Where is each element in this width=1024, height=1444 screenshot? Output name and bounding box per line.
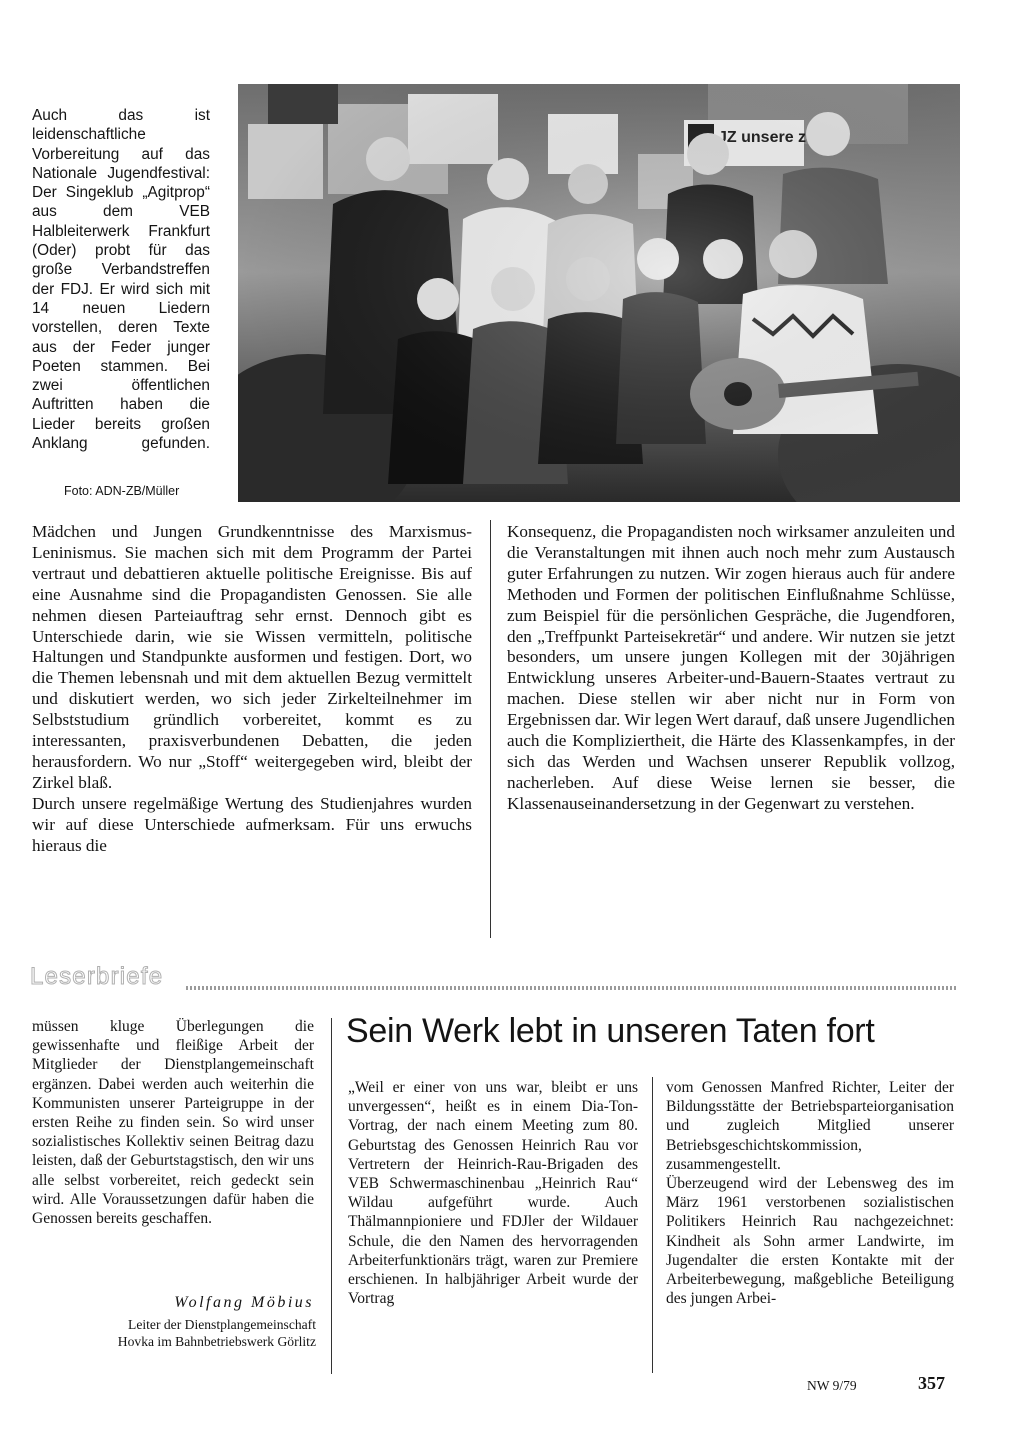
author-role-line: Leiter der Dienstplangemeinschaft	[128, 1317, 316, 1332]
letter-column	[32, 1017, 314, 1228]
feature-paragraph: Überzeugend wird der Lebensweg des im März 1961 verstorbenen sozialistischen Politikers Heinrich Rau nachgezeichnet: Kindheit als Sohn armer Landwirte, im Jugendalter die ersten Kontakte mit der Arbeiterbewegung, maßgebliche Beteiligung des jungen Arbei-	[666, 1175, 954, 1308]
issue-label: NW 9/79	[807, 1378, 857, 1393]
feature-column-2	[666, 1078, 954, 1308]
section-heading: Leserbriefe	[30, 963, 164, 990]
article-paragraph: Mädchen und Jungen Grundkenntnisse des Marxismus-Leninismus. Sie machen sich mit dem Programm der Partei vertraut und debattieren aktuelle politische Ereignisse. Bis auf eine Ausnahme sind die Propagandisten Genossen. Sie alle nehmen diesen Parteiauftrag sehr ernst. Dennoch gibt es Unterschiede darin, wie sie Wissen vermitteln, politische Haltungen und Standpunkte ausformen und festigen. Dort, wo die Themen lebensnah und mit dem aktuellen Bezug vermittelt und diskutiert werden, wo sich jeder Zirkelteilnehmer im Selbststudium gründlich vorbereitet, kommt es zu interessanten, praxisverbundenen Debatten, die jeden herausfordern. Wo nur „Stoff“ weitergegeben wird, bleibt der Zirkel blaß.	[32, 522, 472, 792]
page-number: 357	[918, 1373, 945, 1393]
article-column-left	[32, 522, 472, 857]
feature-headline: Sein Werk lebt in unseren Taten fort	[346, 1012, 875, 1050]
singing-club-photo	[238, 84, 960, 502]
photo-credit: Foto: ADN-ZB/Müller	[64, 484, 180, 498]
letter-text: müssen kluge Überlegungen die gewissenhafte und fleißige Arbeit der Mitglieder der Dienstplangemeinschaft ergänzen. Dabei werden auch weiterhin die Kommunisten unserer Parteigruppe in der ersten Reihe zu finden sein. So wird unser sozialistisches Kollektiv seinen Beitrag dazu leisten, daß der Geburtstagstisch, den wir uns alle selbst vorbereitet, reich gedeckt sein wird. Alle Voraussetzungen dafür haben die Genossen bereits geschaffen.	[32, 1018, 314, 1228]
article-paragraph: Konsequenz, die Propagandisten noch wirksamer anzuleiten und die Veranstaltungen mit ihnen auch noch mehr zum Austausch guter Erfahrungen zu nutzen. Wir zogen hieraus auch für andere Methoden und Formen der politischen Einflußnahme Schlüsse, zum Beispiel für die persönlichen Gespräche, die Jugendforen, den „Treffpunkt Parteisekretär“ und andere. Wir nutzen sie jetzt besonders, um unsere jungen Kollegen mit der 30jährigen Entwicklung unseres Arbeiter-und-Bauern-Staates vertraut zu machen. Diese stellen wir aber nicht nur in Form von Ergebnissen dar. Wir legen Wert darauf, daß unsere Jugendlichen auch die Kompliziertheit, die Härte des Klassenkampfes, in der sich das Werden und Wachsen unserer Republik vollzog, nacherleben. Auf diese Weise lernen sie besser, die Klassenauseinandersetzung in der Gegenwart zu verstehen.	[507, 522, 955, 813]
column-divider	[331, 1018, 332, 1374]
author-role-line: Hovka im Bahnbetriebswerk Görlitz	[117, 1334, 316, 1349]
photo-caption	[32, 106, 210, 453]
letter-author-role	[0, 1316, 316, 1350]
column-divider	[490, 520, 491, 938]
article-paragraph: Durch unsere regelmäßige Wertung des Studienjahres wurden wir auf diese Unterschiede aufmerksam. Für uns erwuchs hieraus die	[32, 793, 472, 855]
article-column-right	[507, 522, 955, 815]
letter-author: Wolfang Möbius	[174, 1294, 314, 1311]
column-divider	[652, 1077, 653, 1373]
feature-column-1	[348, 1078, 638, 1308]
feature-paragraph: vom Genossen Manfred Richter, Leiter der Bildungsstätte der Betriebsparteiorganisation und zugleich Mitglied unserer Betriebsgeschichtskommission, zusammengestellt.	[666, 1079, 954, 1173]
photo-caption-text: Auch das ist leidenschaftliche Vorbereitung auf das Nationale Jugendfestival: Der Singeklub „Agitprop“ aus dem VEB Halbleiterwerk Frankfurt (Oder) probt für das große Verbandstreffen der FDJ. Er wird sich mit 14 neuen Liedern vorstellen, deren Texte aus der Feder junger Poeten stammen. Bei zwei öffentlichen Auftritten haben die Lieder bereits großen Anklang gefunden.	[32, 107, 210, 453]
feature-paragraph: „Weil er einer von uns war, bleibt er uns unvergessen“, heißt es in einem Dia-Ton-Vortrag, der nach einem Meeting zum 80. Geburtstag des Genossen Heinrich Rau vor Vertretern der Heinrich-Rau-Brigaden des VEB Schwermaschinenbau „Heinrich Rau“ Wildau aufgeführt wurde. Auch Thälmannpioniere und FDJler der Wildauer Schule, die den Namen des hervorragenden Arbeiterfunktionärs trägt, waren zur Premiere erschienen. In halbjähriger Arbeit wurde der Vortrag	[348, 1079, 638, 1308]
section-rule	[186, 986, 956, 990]
